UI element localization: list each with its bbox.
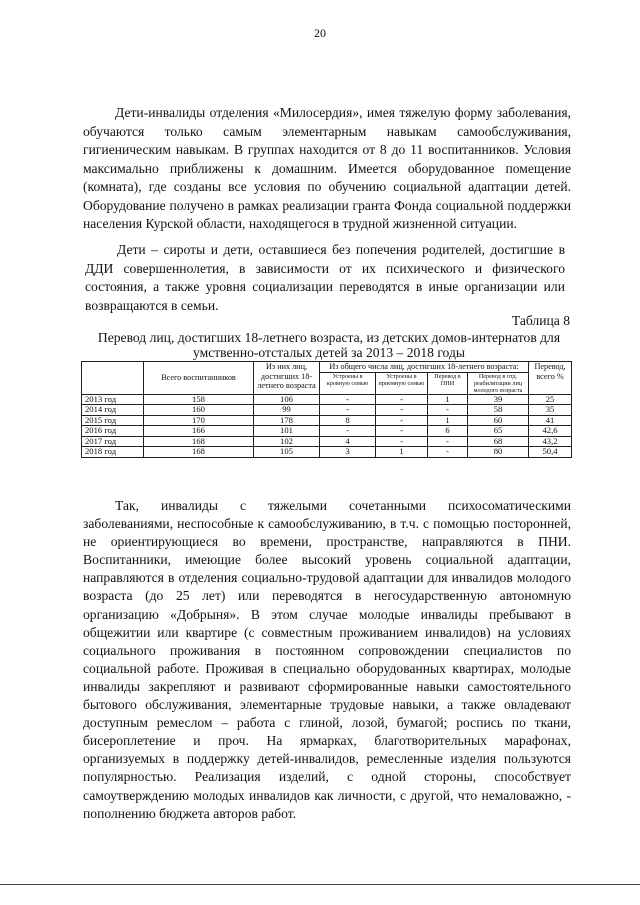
table-cell-pni: 1: [428, 394, 468, 405]
table-cell-reached18: 101: [254, 426, 320, 437]
table-cell-rehab: 58: [468, 405, 529, 416]
table-cell-rehab: 39: [468, 394, 529, 405]
table-cell-pni: -: [428, 436, 468, 447]
table-cell-foster: -: [376, 436, 428, 447]
footer-rule: [0, 884, 640, 885]
table-body: [82, 394, 572, 457]
table-row: [82, 405, 572, 416]
transfer-table: [81, 361, 572, 458]
header-reached18: Из них лиц, достигших 18-летнего возраста: [254, 362, 320, 395]
table-cell-rehab: 60: [468, 415, 529, 426]
table-cell-year: 2014 год: [82, 405, 144, 416]
table-cell-pni: 1: [428, 415, 468, 426]
table-cell-total: 170: [144, 415, 254, 426]
table-cell-foster: -: [376, 405, 428, 416]
table-cell-blood: -: [320, 405, 376, 416]
table-cell-pni: 6: [428, 426, 468, 437]
table-cell-blood: -: [320, 394, 376, 405]
table-cell-total: 160: [144, 405, 254, 416]
table-cell-percent: 43,2: [529, 436, 572, 447]
table-cell-blood: 3: [320, 447, 376, 458]
paragraph-3-text: Так, инвалиды с тяжелыми сочетанными психосоматическими заболеваниями, неспособные к самообслуживанию, в т.ч. с помощью посторонней, не ориентирующиеся во времени, пространстве, направляются в ПНИ. Воспитанники, имеющие более высокий уровень социальной адаптации, направляются в отделения социально-трудовой адаптации для инвалидов молодого возраста (до 25 лет) или переводятся в негосударственную автономную организацию «Добрыня». В этом случае молодые инвалиды пребывают в общежитии или квартире (с совместным проживанием инвалидов) на условиях социального проживания в постоянном сопровождении специалистов по социальной работе. Проживая в специально оборудованных квартирах, молодые инвалиды закрепляют и развивают сформированные навыки самостоятельного бытового обслуживания, элементарные трудовые навыки, а также овладевают доступным ремеслом – работа с глиной, лозой, бумагой; роспись по ткани, бисероплетение и проч. На ярмарках, благотворительных марафонах, организуемых в поддержку детей-инвалидов, ремесленные изделия пользуются популярностью. Реализация изделий, с одной стороны, способствует самоутверждению молодых инвалидов как личности, с другой, что немаловажно, - пополнению бюджета авторов работ.: [83, 498, 571, 821]
table-cell-year: 2017 год: [82, 436, 144, 447]
table-cell-year: 2013 год: [82, 394, 144, 405]
table-cell-rehab: 68: [468, 436, 529, 447]
table-row: [82, 415, 572, 426]
table-header-row-1: [82, 362, 572, 373]
table-cell-reached18: 106: [254, 394, 320, 405]
table-cell-year: 2016 год: [82, 426, 144, 437]
table-row: [82, 447, 572, 458]
paragraph-1-text: Дети-инвалиды отделения «Милосердия», имея тяжелую форму заболевания, обучаются только самым элементарным навыкам самообслуживания, гигиеническим навыкам. В группах находится от 8 до 11 воспитанников. Условия максимально приближены к домашним. Имеется оборудованное помещение (комната), где созданы все условия по обучению социальной адаптации детей. Оборудование получено в рамках реализации гранта Фонда социальной поддержки населения Курской области, находящегося в трудной жизненной ситуации.: [83, 105, 571, 231]
paragraph-1: [83, 104, 571, 234]
table-cell-total: 168: [144, 447, 254, 458]
header-total: Всего воспитанников: [144, 362, 254, 395]
table-row: [82, 436, 572, 447]
table-cell-percent: 41: [529, 415, 572, 426]
table-label: Таблица 8: [511, 313, 570, 328]
paragraph-2-text: Дети – сироты и дети, оставшиеся без попечения родителей, достигшие в ДДИ совершеннолетия, в зависимости от их психического и физического состояния, а также уровня социализации переводятся в иные организации или возвращаются в семьи.: [85, 242, 565, 313]
header-rehab: Перевод в отд. реабилитации лиц молодого возраста: [468, 372, 529, 394]
table-cell-total: 158: [144, 394, 254, 405]
table-cell-foster: -: [376, 415, 428, 426]
table-cell-reached18: 99: [254, 405, 320, 416]
table-title: Перевод лиц, достигших 18-летнего возраста, из детских домов-интернатов для умственно-отсталых детей за 2013 – 2018 годы: [97, 330, 561, 360]
paragraph-3: [83, 497, 571, 823]
table-cell-reached18: 102: [254, 436, 320, 447]
table-cell-percent: 50,4: [529, 447, 572, 458]
table-cell-blood: -: [320, 426, 376, 437]
table-row: [82, 394, 572, 405]
table-cell-pni: -: [428, 405, 468, 416]
table-row: [82, 426, 572, 437]
header-empty: [82, 362, 144, 395]
page-number: 20: [314, 26, 326, 40]
table-cell-percent: 25: [529, 394, 572, 405]
table-cell-year: 2018 год: [82, 447, 144, 458]
table-cell-reached18: 178: [254, 415, 320, 426]
header-to-pni: Перевод в ПНИ: [428, 372, 468, 394]
table-cell-total: 166: [144, 426, 254, 437]
table-cell-year: 2015 год: [82, 415, 144, 426]
paragraph-2: [85, 241, 565, 315]
header-foster-family: Устроены в приемную семью: [376, 372, 428, 394]
table-cell-foster: 1: [376, 447, 428, 458]
table-cell-foster: -: [376, 394, 428, 405]
table-cell-blood: 8: [320, 415, 376, 426]
table-cell-reached18: 105: [254, 447, 320, 458]
table-cell-total: 168: [144, 436, 254, 447]
table-cell-pni: -: [428, 447, 468, 458]
header-percent: Перевод, всего %: [529, 362, 572, 395]
table-cell-foster: -: [376, 426, 428, 437]
header-of-total: Из общего числа лиц, достигших 18-летнего возраста:: [320, 362, 529, 373]
table-cell-percent: 35: [529, 405, 572, 416]
table-cell-rehab: 80: [468, 447, 529, 458]
table-cell-percent: 42,6: [529, 426, 572, 437]
table-cell-rehab: 65: [468, 426, 529, 437]
header-blood-family: Устроены в кровную семью: [320, 372, 376, 394]
table-cell-blood: 4: [320, 436, 376, 447]
